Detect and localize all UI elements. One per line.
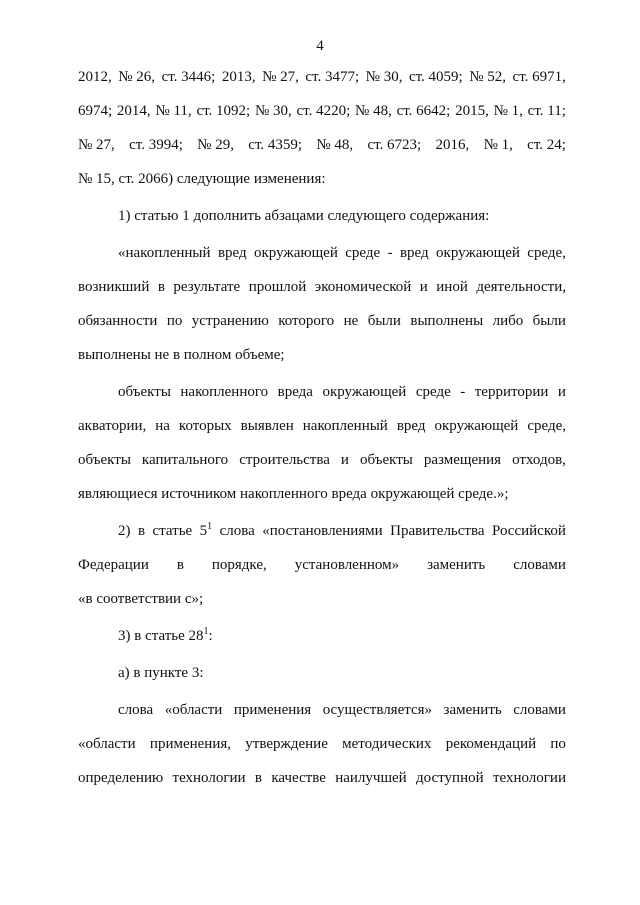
text-word: объекты [118,384,171,400]
text-word: ст. 3994; [129,137,183,153]
text-word: акватории, [78,418,147,434]
text-word: деятельности, [476,279,566,295]
text-word: в [137,523,146,539]
text-word: которых [178,418,232,434]
text-word: технологии [492,770,566,786]
text-word: 6974; [78,103,113,119]
text-word: 2013, [221,69,256,85]
text-word: № 27, [78,137,115,153]
text-word: № 29, [197,137,234,153]
text-word: и [557,384,566,400]
text-word: № 27, [262,69,299,85]
text-word: выполнены не в полном объеме; [78,347,285,363]
text-word: результате [173,279,241,295]
text-line [78,382,566,416]
text-word: в [176,557,184,573]
text-word: объекты [78,452,131,468]
text-word: капитального [141,452,229,468]
text-word: ст. 3446; [161,69,216,85]
text-word: среде, [527,245,566,261]
text-word: среде, [527,418,566,434]
text-line [78,135,566,169]
text-word: были [532,313,566,329]
text-line [78,311,566,345]
text-word: территории [474,384,549,400]
text-word: № 26, [118,69,156,85]
text-word: на [155,418,170,434]
text-word: словами [513,557,566,573]
text-word: Правительства [390,523,485,539]
text-word: Российской [491,523,566,539]
text-word: ст. 4059; [408,69,463,85]
text-word: вред [396,418,426,434]
text-word: - [460,384,466,400]
text-word: № 30, [254,103,292,119]
text-word: «в соответствии с»; [78,591,204,607]
text-word: методических [342,736,432,752]
text-word: технологии [172,770,246,786]
text-word: «области [164,702,223,718]
text-word: экономической [314,279,412,295]
text-line [78,484,566,521]
text-word: № 15, ст. 2066) следующие изменения: [78,171,326,187]
text-word: слова [219,523,255,539]
text-line [78,206,566,243]
text-word: слова [118,702,154,718]
text-word: применения, [149,736,232,752]
text-line [78,277,566,311]
text-word: вреда [277,384,313,400]
text-line [78,521,566,555]
text-word: наилучшей [335,770,407,786]
text-word: а) в пункте 3: [118,665,204,681]
text-word: не [343,313,359,329]
text-word: окружающей [436,245,520,261]
text-word: накопленный [302,418,388,434]
text-word: выполнены [410,313,484,329]
document-body [78,67,566,802]
text-word: «накопленный [118,245,211,261]
text-word: были [367,313,401,329]
text-word: «области [78,736,136,752]
text-word: установленном» [294,557,400,573]
text-word: № 1, [483,137,513,153]
text-word: вред [217,245,247,261]
text-word: отходов, [512,452,566,468]
text-word: выявлен [240,418,294,434]
text-word: $5^1$ [199,521,213,539]
text-line [78,101,566,135]
text-word: ст. 11; [527,103,566,119]
text-line [78,768,566,802]
text-word: применения [233,702,312,718]
text-word: объекты [359,452,413,468]
text-word: ст. 3477; [305,69,360,85]
text-line [78,416,566,450]
text-word: качестве [271,770,326,786]
text-word: которого [278,313,335,329]
text-word: ст. 1092; [196,103,251,119]
text-line [78,626,566,663]
text-word: № 1, [493,103,523,119]
text-word: № 30, [365,69,403,85]
text-word: иной [436,279,468,295]
text-word: и [340,452,349,468]
text-word: являющиеся источником накопленного вреда окружающей среде.»; [78,486,509,502]
text-word: устранению [191,313,269,329]
text-line [78,450,566,484]
text-word: статье [152,523,193,539]
text-word: окружающей [434,418,519,434]
text-word: 2015, [455,103,489,119]
text-word: возникший [78,279,150,295]
text-word: № 48, [316,137,354,153]
text-word: 2014, [116,103,151,119]
text-word: рекомендаций [445,736,537,752]
text-word: № 11, [155,103,192,119]
text-word: заменить [427,557,486,573]
text-word: 1) статью 1 дополнить абзацами следующего содержания: [118,208,490,224]
page-number: 4 [316,38,324,54]
text-word: заменить [443,702,502,718]
text-word: 2) [118,523,131,539]
text-word: ст. 6642; [396,103,451,119]
text-word: в [157,279,165,295]
text-word: прошлой [248,279,307,295]
text-line [78,169,566,206]
text-line [78,734,566,768]
text-word: осуществляется» [322,702,433,718]
text-word: строительства [239,452,330,468]
text-word: накопленного [180,384,269,400]
text-word: № 48, [355,103,392,119]
text-word: либо [492,313,524,329]
text-word: 3) в статье $28^1$: [118,626,213,644]
text-word: окружающей [254,245,338,261]
text-word: обязанности [78,313,158,329]
text-word: размещения [423,452,502,468]
text-word: словами [513,702,566,718]
text-word: окружающей [322,384,407,400]
text-line [78,663,566,700]
text-word: - [387,245,393,261]
text-line [78,345,566,382]
text-line [78,700,566,734]
text-word: среде [345,245,381,261]
text-word: Федерации [78,557,149,573]
text-word: вред [399,245,429,261]
text-word: ст. 4220; [296,103,351,119]
text-line [78,589,566,626]
text-line [78,67,566,101]
text-line [78,555,566,589]
text-word: и [419,279,428,295]
text-word: доступной [416,770,484,786]
text-word: утверждение [245,736,328,752]
text-word: ст. 24; [527,137,566,153]
text-word: ст. 6971, [512,69,566,85]
text-word: среде [415,384,451,400]
text-word: 2012, [78,69,112,85]
text-word: ст. 6723; [367,137,422,153]
text-line [78,243,566,277]
text-word: определению [78,770,164,786]
text-word: по [166,313,183,329]
text-word: ст. 4359; [248,137,303,153]
text-word: «постановлениями [262,523,383,539]
text-word: порядке, [211,557,267,573]
text-word: в [254,770,262,786]
text-word: по [550,736,566,752]
text-word: № 52, [469,69,507,85]
text-word: 2016, [435,137,470,153]
